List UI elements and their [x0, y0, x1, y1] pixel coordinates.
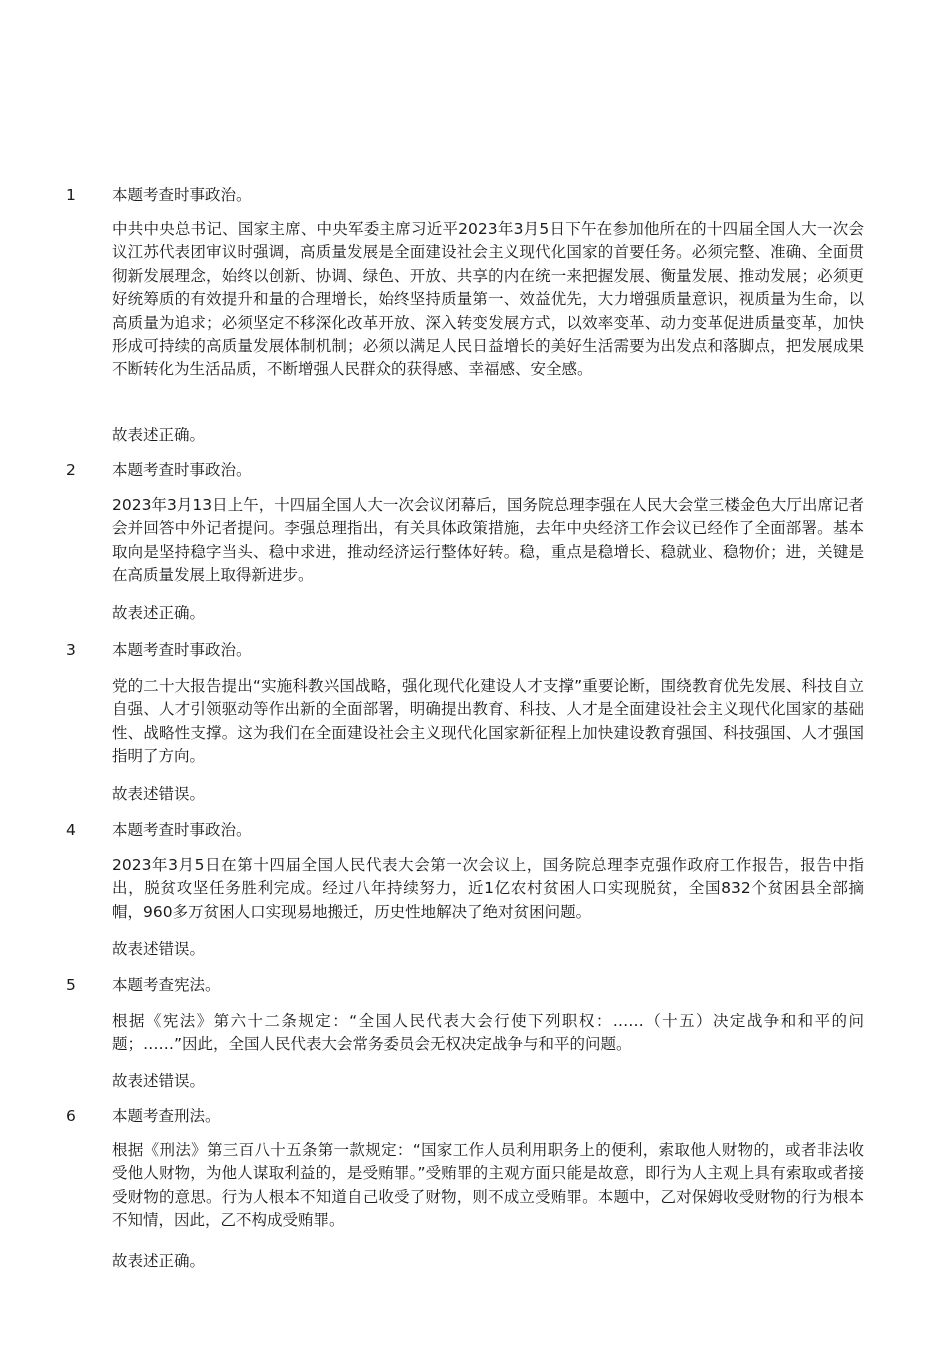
explanation-paragraph: 根据《宪法》第六十二条规定：“全国人民代表大会行使下列职权：……（十五）决定战争和和平的问题；……”因此，全国人民代表大会常务委员会无权决定战争与和平的问题。 [112, 1012, 864, 1054]
question-topic: 本题考查时事政治。 [112, 186, 252, 204]
question-topic: 本题考查时事政治。 [112, 461, 252, 479]
question-topic: 本题考查时事政治。 [112, 641, 252, 659]
question-number: 2 [66, 461, 76, 479]
verdict-text: 故表述错误。 [112, 785, 206, 803]
verdict-text: 故表述正确。 [112, 426, 206, 444]
verdict-text: 故表述错误。 [112, 1072, 206, 1090]
explanation-paragraph: 根据《刑法》第三百八十五条第一款规定：“国家工作人员利用职务上的便利，索取他人财物的，或者非法收受他人财物，为他人谋取利益的，是受贿罪。”受贿罪的主观方面只能是故意，即行为人主观上具有索取或者接受财物的意思。行为人根本不知道自己收受了财物，则不成立受贿罪。本题中，乙对保姆收受财物的行为根本不知情，因此，乙不构成受贿罪。 [112, 1141, 864, 1230]
question-number: 5 [66, 976, 76, 994]
verdict-text: 故表述正确。 [112, 1252, 206, 1270]
verdict-text: 故表述错误。 [112, 940, 206, 958]
explanation-paragraph: 2023年3月5日在第十四届全国人民代表大会第一次会议上，国务院总理李克强作政府工作报告，报告中指出，脱贫攻坚任务胜利完成。经过八年持续努力，近1亿农村贫困人口实现脱贫，全国832个贫困县全部摘帽，960多万贫困人口实现易地搬迁，历史性地解决了绝对贫困问题。 [112, 856, 864, 921]
question-number: 3 [66, 641, 76, 659]
question-number: 6 [66, 1107, 76, 1125]
question-topic: 本题考查宪法。 [112, 976, 221, 994]
question-number: 1 [66, 186, 76, 204]
explanation-paragraph: 2023年3月13日上午，十四届全国人大一次会议闭幕后，国务院总理李强在人民大会堂三楼金色大厅出席记者会并回答中外记者提问。李强总理指出，有关具体政策措施，去年中央经济工作会议已经作了全面部署。基本取向是坚持稳字当头、稳中求进，推动经济运行整体好转。稳，重点是稳增长、稳就业、稳物价；进，关键是在高质量发展上取得新进步。 [112, 496, 864, 585]
question-number: 4 [66, 821, 76, 839]
verdict-text: 故表述正确。 [112, 604, 206, 622]
explanation-paragraph: 党的二十大报告提出“实施科教兴国战略，强化现代化建设人才支撑”重要论断，围绕教育优先发展、科技自立自强、人才引领驱动等作出新的全面部署，明确提出教育、科技、人才是全面建设社会主义现代化国家的基础性、战略性支撑。这为我们在全面建设社会主义现代化国家新征程上加快建设教育强国、科技强国、人才强国指明了方向。 [112, 677, 864, 766]
explanation-paragraph: 中共中央总书记、国家主席、中央军委主席习近平2023年3月5日下午在参加他所在的十四届全国人大一次会议江苏代表团审议时强调，高质量发展是全面建设社会主义现代化国家的首要任务。必须完整、准确、全面贯彻新发展理念，始终以创新、协调、绿色、开放、共享的内在统一来把握发展、衡量发展、推动发展；必须更好统筹质的有效提升和量的合理增长，始终坚持质量第一、效益优先，大力增强质量意识，视质量为生命，以高质量为追求；必须坚定不移深化改革开放、深入转变发展方式，以效率变革、动力变革促进质量变革，加快形成可持续的高质量发展体制机制；必须以满足人民日益增长的美好生活需要为出发点和落脚点，把发展成果不断转化为生活品质，不断增强人民群众的获得感、幸福感、安全感。 [112, 220, 864, 379]
question-topic: 本题考查时事政治。 [112, 821, 252, 839]
question-topic: 本题考查刑法。 [112, 1107, 221, 1125]
